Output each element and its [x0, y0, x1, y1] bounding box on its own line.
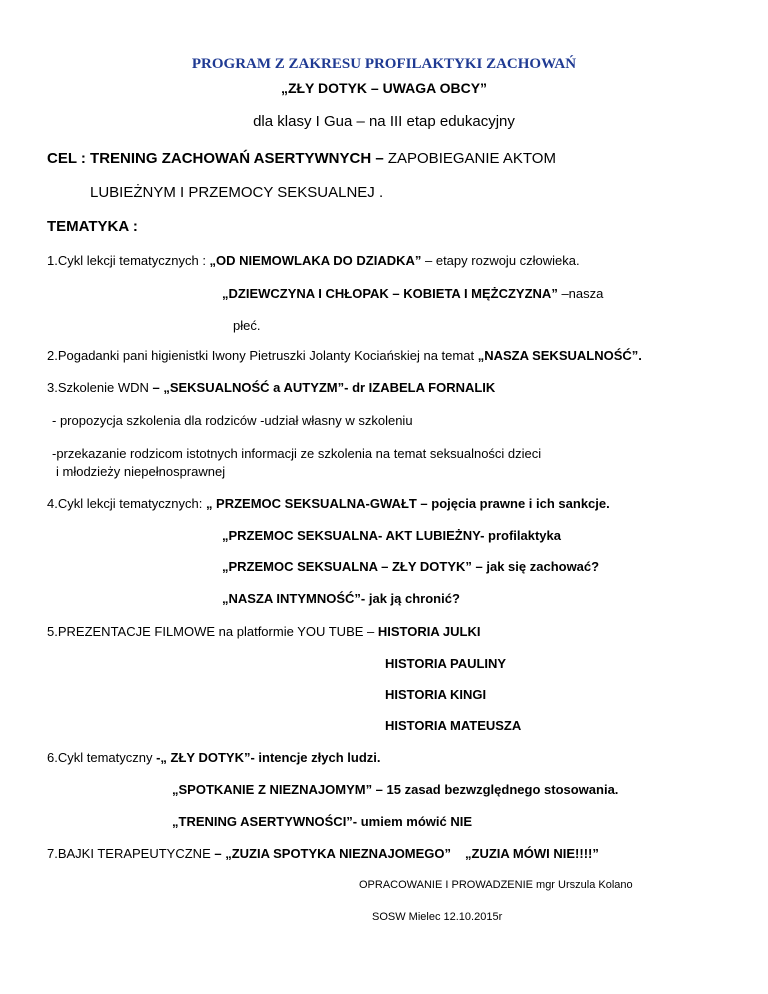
item-4-line-4: „NASZA INTYMNOŚĆ”- jak ją chronić? — [222, 591, 460, 606]
class-line: dla klasy I Gua – na III etap edukacyjny — [253, 113, 515, 130]
item-7-prefix: 7.BAJKI TERAPEUTYCZNE — [47, 846, 215, 861]
item-3-prefix: 3.Szkolenie WDN — [47, 380, 153, 395]
item-7-bold-2: „ZUZIA MÓWI NIE!!!!” — [465, 846, 599, 861]
film-paulina: HISTORIA PAULINY — [385, 656, 507, 671]
item-6 — [47, 750, 380, 766]
item-4-line-3: „PRZEMOC SEKSUALNA – ZŁY DOTYK” – jak się zachować? — [222, 559, 600, 574]
item-1-prefix: 1.Cykl lekcji tematycznych : — [47, 253, 210, 268]
item-2-bold: „NASZA SEKSUALNOŚĆ”. — [477, 348, 642, 363]
item-4 — [47, 496, 610, 512]
item-3-line-3: -przekazanie rodzicom istotnych informacji ze szkolenia na temat seksualności dzieci — [52, 446, 542, 461]
item-4-line-2: „PRZEMOC SEKSUALNA- AKT LUBIEŻNY- profilaktyka — [222, 528, 561, 543]
document-title: PROGRAM Z ZAKRESU PROFILAKTYKI ZACHOWAŃ — [191, 56, 577, 72]
item-2-prefix: 2.Pogadanki pani higienistki Iwony Pietruszki Jolanty Kociańskiej na temat — [47, 348, 478, 363]
item-7 — [47, 846, 599, 862]
item-3-line-4: i młodzieży niepełnosprawnej — [56, 464, 226, 479]
item-1-line-2-bold: „DZIEWCZYNA I CHŁOPAK – KOBIETA I MĘŻCZYZNA” — [222, 286, 558, 301]
item-4-bold: „ PRZEMOC SEKSUALNA-GWAŁT – pojęcia prawne i ich sankcje. — [205, 496, 610, 511]
item-3-line-2: - propozycja szkolenia dla rodziców -udział własny w szkoleniu — [52, 413, 413, 428]
item-3-bold: – „SEKSUALNOŚĆ a AUTYZM”- dr IZABELA FORNALIK — [152, 380, 496, 395]
item-1-bold: „OD NIEMOWLAKA DO DZIADKA” — [209, 253, 422, 268]
author-credit: OPRACOWANIE I PROWADZENIE mgr Urszula Kolano — [359, 879, 633, 891]
place-date: SOSW Mielec 12.10.2015r — [372, 911, 503, 923]
goal-text-2: LUBIEŻNYM I PRZEMOCY SEKSUALNEJ . — [90, 184, 384, 201]
goal-label: CEL : TRENING ZACHOWAŃ ASERTYWNYCH – — [47, 150, 388, 167]
item-4-prefix: 4.Cykl lekcji tematycznych: — [47, 496, 206, 511]
goal-text-1: ZAPOBIEGANIE AKTOM — [387, 150, 556, 167]
goal-line-1 — [47, 150, 556, 168]
item-1-line-2 — [222, 286, 603, 302]
item-1-suffix: – etapy rozwoju człowieka. — [421, 253, 580, 268]
item-6-bold: -„ ZŁY DOTYK”- intencje złych ludzi. — [156, 750, 381, 765]
item-2 — [47, 348, 642, 364]
film-mateusz: HISTORIA MATEUSZA — [385, 718, 522, 733]
item-3 — [47, 380, 495, 396]
item-6-prefix: 6.Cykl tematyczny — [47, 750, 157, 765]
item-6-line-2: „SPOTKANIE Z NIEZNAJOMYM” – 15 zasad bezwzględnego stosowania. — [172, 782, 619, 797]
film-julka: HISTORIA JULKI — [377, 624, 481, 639]
document-subtitle: „ZŁY DOTYK – UWAGA OBCY” — [280, 80, 488, 96]
item-5 — [47, 624, 480, 640]
item-1-line-3: płeć. — [233, 318, 261, 333]
item-1 — [47, 253, 580, 269]
item-6-line-3: „TRENING ASERTYWNOŚCI”- umiem mówić NIE — [172, 814, 472, 829]
item-1-line-2-suffix: –nasza — [557, 286, 604, 301]
item-5-prefix: 5.PREZENTACJE FILMOWE na platformie YOU TUBE – — [47, 624, 378, 639]
item-7-bold-1: – „ZUZIA SPOTYKA NIEZNAJOMEGO” — [214, 846, 452, 861]
topics-heading: TEMATYKA : — [47, 218, 138, 235]
film-kinga: HISTORIA KINGI — [385, 687, 487, 702]
